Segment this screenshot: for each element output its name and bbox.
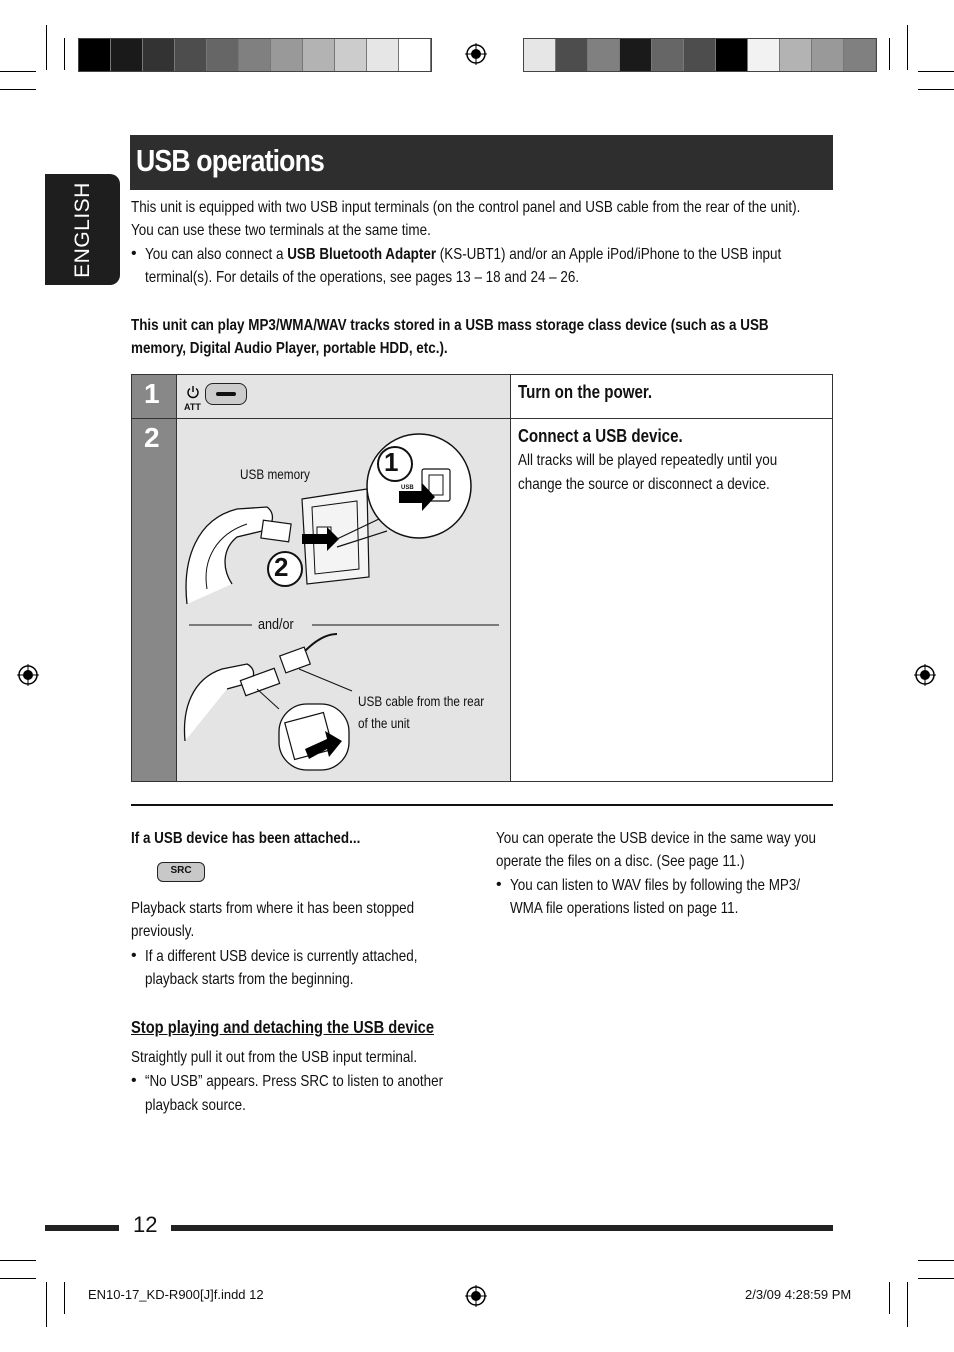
right-para: You can operate the USB device in the same way you [496, 830, 817, 847]
color-swatch [716, 39, 748, 71]
color-swatch [239, 39, 271, 71]
src-button-label: SRC [170, 865, 192, 876]
button-bar [216, 392, 236, 396]
registration-mark-icon [465, 43, 487, 65]
step-title: Turn on the power. [518, 382, 653, 402]
notice-line: This unit can play MP3/WMA/WAV tracks stored in a USB mass storage class device (such as a USB [131, 317, 769, 334]
page-title: USB operations [136, 143, 324, 178]
crop-mark [0, 1260, 36, 1261]
right-bullet: You can listen to WAV files by following the MP3/ [510, 877, 801, 894]
color-swatch [620, 39, 652, 71]
bullet: • [496, 876, 502, 893]
crop-mark [918, 1278, 954, 1279]
footer-file: EN10-17_KD-R900[J]f.indd 12 [88, 1287, 264, 1302]
att-label: ATT [184, 402, 201, 412]
color-swatch [780, 39, 812, 71]
color-swatch [399, 39, 431, 71]
intro-bullet-line: terminal(s). For details of the operations, see pages 13 – 18 and 24 – 26. [145, 269, 580, 286]
intro-bullet-post: (KS-UBT1) and/or an Apple iPod/iPhone to the USB input [436, 246, 782, 263]
section-divider [131, 804, 833, 806]
color-swatch [684, 39, 716, 71]
stop-bullet: “No USB” appears. Press SRC to listen to another [145, 1073, 444, 1090]
attached-heading: If a USB device has been attached... [131, 830, 361, 847]
color-swatch [175, 39, 207, 71]
attached-bullet: playback starts from the beginning. [145, 971, 354, 988]
color-swatch [303, 39, 335, 71]
registration-mark-icon [17, 664, 39, 686]
crop-mark [918, 1260, 954, 1261]
step-number: 2 [144, 422, 160, 453]
usb-connection-illustration [177, 419, 510, 781]
color-swatch [79, 39, 111, 71]
step-number: 1 [144, 378, 160, 409]
color-swatch [844, 39, 876, 71]
color-calibration-bar-left [78, 38, 432, 72]
usb-cable-label: USB cable from the rear [358, 693, 485, 709]
crop-mark [918, 71, 954, 72]
language-tab [45, 174, 120, 285]
badge-1: 1 [384, 447, 399, 477]
page-bar-left [45, 1225, 119, 1231]
usb-cable-label: of the unit [358, 715, 410, 731]
usb-port-label: USB [401, 485, 414, 491]
color-swatch [588, 39, 620, 71]
power-att-button[interactable] [205, 383, 247, 405]
crop-mark [46, 1282, 47, 1327]
right-bullet: WMA file operations listed on page 11. [510, 900, 739, 917]
notice-line: memory, Digital Audio Player, portable HDD, etc.). [131, 340, 448, 357]
crop-mark [64, 38, 65, 70]
bullet: • [131, 947, 137, 964]
intro-bullet [145, 243, 781, 267]
usb-bluetooth-adapter-term: USB Bluetooth Adapter [287, 246, 437, 263]
step-desc: All tracks will be played repeatedly until you [518, 452, 778, 469]
color-swatch [111, 39, 143, 71]
crop-mark [46, 25, 47, 70]
power-icon [186, 385, 200, 399]
attached-para: previously. [131, 923, 195, 940]
crop-mark [0, 1278, 36, 1279]
color-swatch [143, 39, 175, 71]
andor-label: and/or [258, 616, 294, 633]
attached-bullet: If a different USB device is currently attached, [145, 948, 418, 965]
src-button[interactable] [157, 862, 205, 882]
color-swatch [652, 39, 684, 71]
badge-2: 2 [274, 552, 289, 582]
registration-mark-icon [465, 1285, 487, 1307]
registration-mark-icon [914, 664, 936, 686]
stop-bullet: playback source. [145, 1097, 246, 1114]
step-title: Connect a USB device. [518, 426, 683, 446]
color-swatch [748, 39, 780, 71]
stop-para: Straightly pull it out from the USB input terminal. [131, 1049, 418, 1066]
page-bar-right [171, 1225, 833, 1231]
page-title-bar [130, 135, 833, 190]
stop-heading: Stop playing and detaching the USB device [131, 1017, 435, 1037]
intro-bullet-pre: You can also connect a [145, 246, 288, 263]
color-swatch [524, 39, 556, 71]
color-swatch [335, 39, 367, 71]
footer-date: 2/3/09 4:28:59 PM [745, 1287, 852, 1302]
usb-memory-label: USB memory [240, 466, 310, 482]
intro-line: This unit is equipped with two USB input terminals (on the control panel and USB cable from the rear of the unit). [131, 199, 801, 216]
attached-para: Playback starts from where it has been stopped [131, 900, 415, 917]
color-calibration-bar-right [523, 38, 877, 72]
bullet: • [131, 1072, 137, 1089]
crop-mark [0, 71, 36, 72]
color-swatch [556, 39, 588, 71]
language-tab-label: ENGLISH [70, 181, 94, 278]
page-number: 12 [133, 1212, 158, 1237]
color-swatch [812, 39, 844, 71]
intro-line: You can use these two terminals at the same time. [131, 222, 431, 239]
crop-mark [889, 1282, 890, 1314]
crop-mark [64, 1282, 65, 1314]
crop-mark [889, 38, 890, 70]
crop-mark [918, 89, 954, 90]
step-desc: change the source or disconnect a device. [518, 476, 770, 493]
crop-mark [907, 1282, 908, 1327]
col-divider [510, 374, 511, 782]
color-swatch [207, 39, 239, 71]
color-swatch [367, 39, 399, 71]
color-swatch [271, 39, 303, 71]
bullet: • [131, 245, 137, 262]
crop-mark [0, 89, 36, 90]
right-para: operate the files on a disc. (See page 11.) [496, 853, 745, 870]
crop-mark [907, 25, 908, 70]
